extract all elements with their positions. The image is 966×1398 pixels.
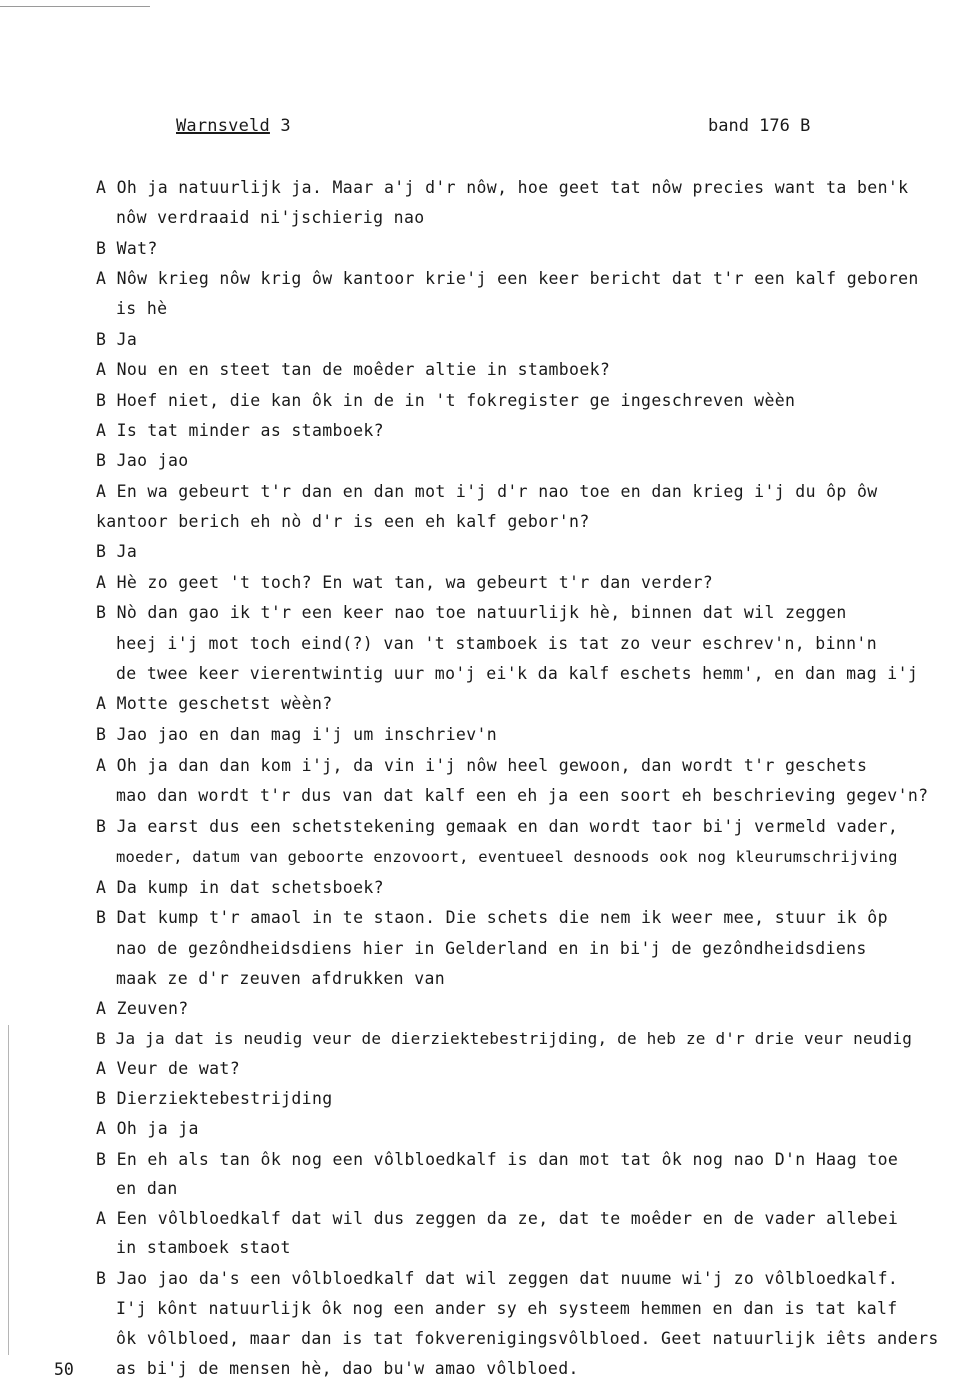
transcript-line: B Nò dan gao ik t'r een keer nao toe natuurlijk hè, binnen dat wil zeggen: [96, 603, 847, 622]
margin-rule: [8, 1025, 9, 1355]
transcript-line: nôw verdraaid ni'jschierig nao: [116, 208, 425, 227]
page-header-place: [176, 116, 291, 136]
transcript-line: ôk vôlbloed, maar dan is tat fokverenigingsvôlbloed. Geet natuurlijk iêts anders: [116, 1329, 939, 1348]
transcript-line: en dan: [116, 1179, 178, 1198]
transcript-line: B En eh als tan ôk nog een vôlbloedkalf is dan mot tat ôk nog nao D'n Haag toe: [96, 1150, 899, 1169]
transcript-line: B Ja ja dat is neudig veur de dierziektebestrijding, de heb ze d'r drie veur neudig: [96, 1029, 913, 1048]
transcript-line: is hè: [116, 299, 168, 318]
transcript-line: kantoor berich eh nò d'r is een eh kalf gebor'n?: [96, 512, 590, 531]
transcript-line: B Hoef niet, die kan ôk in de in 't fokregister ge ingeschreven wèèn: [96, 391, 796, 410]
transcript-line: A Oh ja dan dan kom i'j, da vin i'j nôw heel gewoon, dan wordt t'r geschets: [96, 756, 868, 775]
transcript-line: A Motte geschetst wèèn?: [96, 694, 333, 713]
transcript-line: A Hè zo geet 't toch? En wat tan, wa gebeurt t'r dan verder?: [96, 573, 714, 592]
transcript-line: A Is tat minder as stamboek?: [96, 421, 384, 440]
transcript-line: A Nôw krieg nôw krig ôw kantoor krie'j een keer bericht dat t'r een kalf geboren: [96, 269, 919, 288]
transcript-line: A En wa gebeurt t'r dan en dan mot i'j d'r nao toe en dan krieg i'j du ôp ôw: [96, 482, 878, 501]
transcript-line: B Jao jao da's een vôlbloedkalf dat wil zeggen dat nuume wi'j zo vôlbloedkalf.: [96, 1269, 899, 1288]
transcript-line: A Zeuven?: [96, 999, 189, 1018]
transcript-line: A Da kump in dat schetsboek?: [96, 878, 384, 897]
transcript-line: B Dat kump t'r amaol in te staon. Die schets die nem ik weer mee, stuur ik ôp: [96, 908, 888, 927]
transcript-line: as bi'j de mensen hè, dao bu'w amao vôlbloed.: [116, 1359, 579, 1378]
transcript-line: mao dan wordt t'r dus van dat kalf een eh ja een soort eh beschrieving gegev'n?: [116, 786, 929, 805]
transcript-line: I'j kônt natuurlijk ôk nog een ander sy eh systeem hemmen en dan is tat kalf: [116, 1299, 898, 1318]
transcript-line: A Oh ja natuurlijk ja. Maar a'j d'r nôw, hoe geet tat nôw precies want ta ben'k: [96, 178, 909, 197]
transcript-line: A Veur de wat?: [96, 1059, 240, 1078]
transcript-line: A Een vôlbloedkalf dat wil dus zeggen da ze, dat te moêder en de vader allebei: [96, 1209, 899, 1228]
sheet-number: 3: [280, 116, 291, 136]
transcript-line: B Jao jao en dan mag i'j um inschriev'n: [96, 725, 498, 744]
scan-edge-line: [0, 6, 150, 7]
transcript-line: nao de gezôndheidsdiens hier in Gelderland en in bi'j de gezôndheidsdiens: [116, 939, 867, 958]
page-number: 50: [54, 1360, 74, 1379]
transcript-line: in stamboek staot: [116, 1238, 291, 1257]
place-name: Warnsveld: [176, 116, 270, 136]
transcript-line: A Oh ja ja: [96, 1119, 199, 1138]
transcript-line: B Ja earst dus een schetstekening gemaak en dan wordt taor bi'j vermeld vader,: [96, 817, 899, 836]
band-label: band 176 B: [708, 116, 811, 136]
transcript-line: B Dierziektebestrijding: [96, 1089, 333, 1108]
transcript-line: B Ja: [96, 542, 138, 561]
transcript-line: B Wat?: [96, 239, 158, 258]
transcript-line: maak ze d'r zeuven afdrukken van: [116, 969, 446, 988]
transcript-line: A Nou en en steet tan de moêder altie in stamboek?: [96, 360, 611, 379]
transcript-line: B Ja: [96, 330, 138, 349]
transcript-line: moeder, datum van geboorte enzovoort, eventueel desnoods ook nog kleurumschrijving: [116, 848, 898, 866]
transcript-line: de twee keer vierentwintig uur mo'j ei'k da kalf eschets hemm', en dan mag i'j: [116, 664, 919, 683]
transcript-line: heej i'j mot toch eind(?) van 't stamboek is tat zo veur eschrev'n, binn'n: [116, 634, 878, 653]
transcript-line: B Jao jao: [96, 451, 189, 470]
